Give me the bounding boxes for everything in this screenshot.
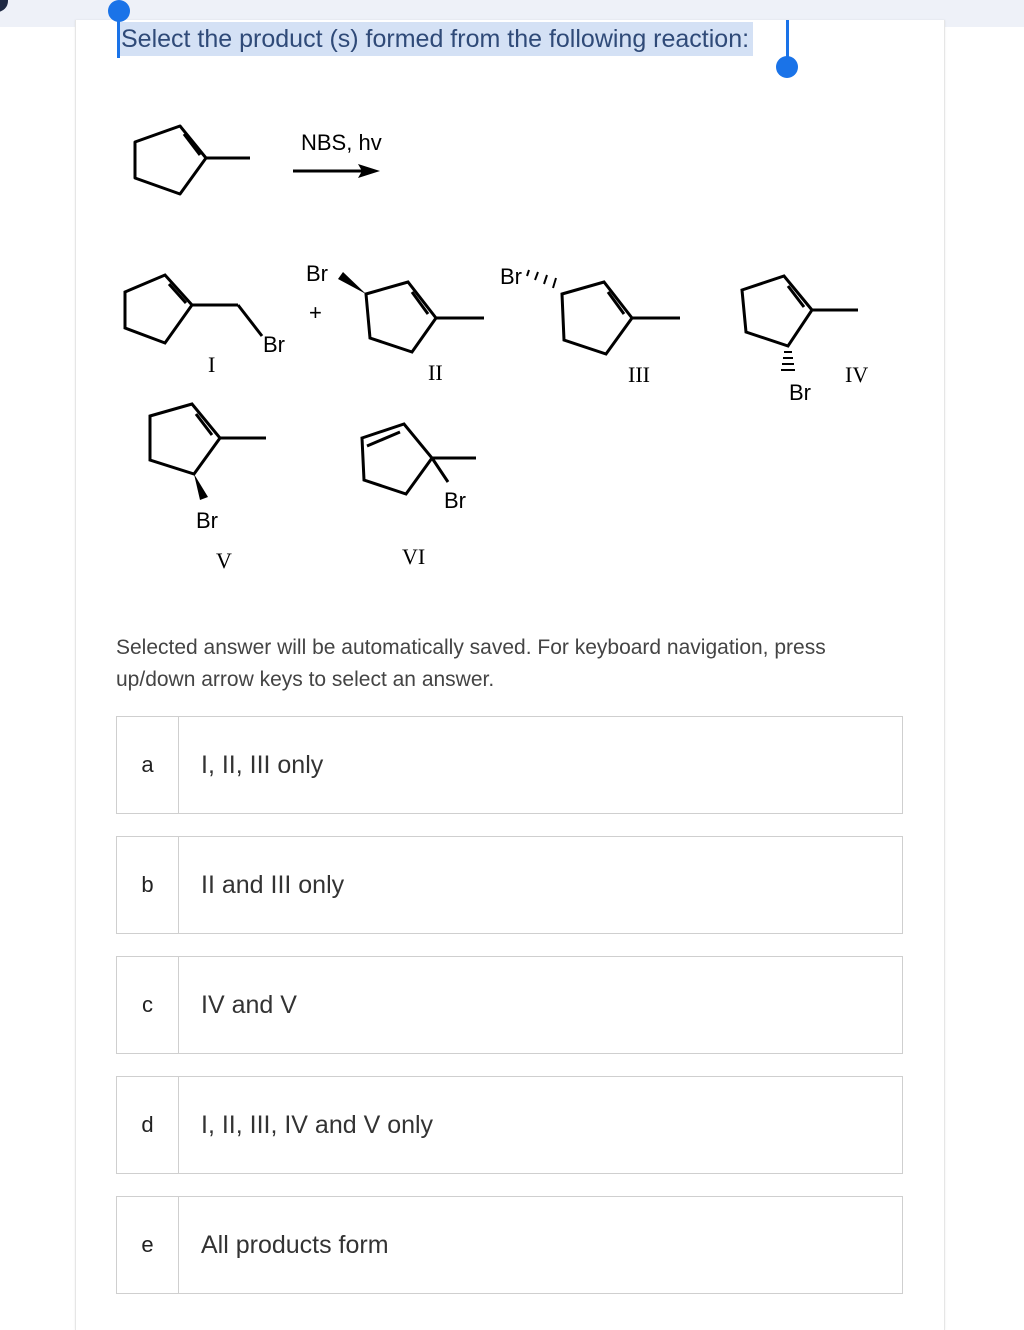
reactant-structure [135,126,250,194]
product-IV-label: IV [845,362,869,387]
product-II-label: II [428,360,443,385]
option-a[interactable] [116,716,903,814]
option-a-text: I, II, III only [201,750,324,779]
product-III-hashed-bond [527,270,556,288]
product-VI-label: VI [402,544,426,569]
reagent-label: NBS, hv [301,130,382,155]
product-IV-structure [742,276,858,346]
option-c[interactable] [116,956,903,1054]
option-c-text: IV and V [201,990,297,1019]
option-c-letter: c [117,957,179,1053]
product-I-label: I [208,352,216,377]
product-VI-br-label: Br [444,488,466,513]
product-III-label: III [628,362,650,387]
option-d-text: I, II, III, IV and V only [201,1110,434,1139]
product-V-br-label: Br [196,508,218,533]
product-V-structure [150,404,266,474]
option-a-letter: a [117,717,179,813]
reaction-scheme [0,0,1024,600]
plus-sign: + [309,300,322,325]
product-III-br-label: Br [500,264,522,289]
product-I-br-label: Br [263,332,285,357]
product-II-structure [366,282,484,352]
option-d[interactable] [116,1076,903,1174]
product-I-structure [125,275,262,343]
product-II-br-label: Br [306,261,328,286]
product-V-label: V [216,548,232,573]
answer-instructions: Selected answer will be automatically saved. For keyboard navigation, press up/down arrow keys to select an answer. [116,636,826,691]
product-IV-br-label: Br [789,380,811,405]
question-text[interactable]: Select the product (s) formed from the following reaction: [117,22,753,56]
option-b-text: II and III only [201,870,345,899]
option-b[interactable] [116,836,903,934]
option-d-letter: d [117,1077,179,1173]
option-e[interactable] [116,1196,903,1294]
product-VI-structure [362,424,476,494]
option-e-text: All products form [201,1230,389,1259]
option-b-letter: b [117,837,179,933]
product-IV-hashed-bond [781,352,795,370]
option-e-letter: e [117,1197,179,1293]
product-III-structure [562,282,680,354]
